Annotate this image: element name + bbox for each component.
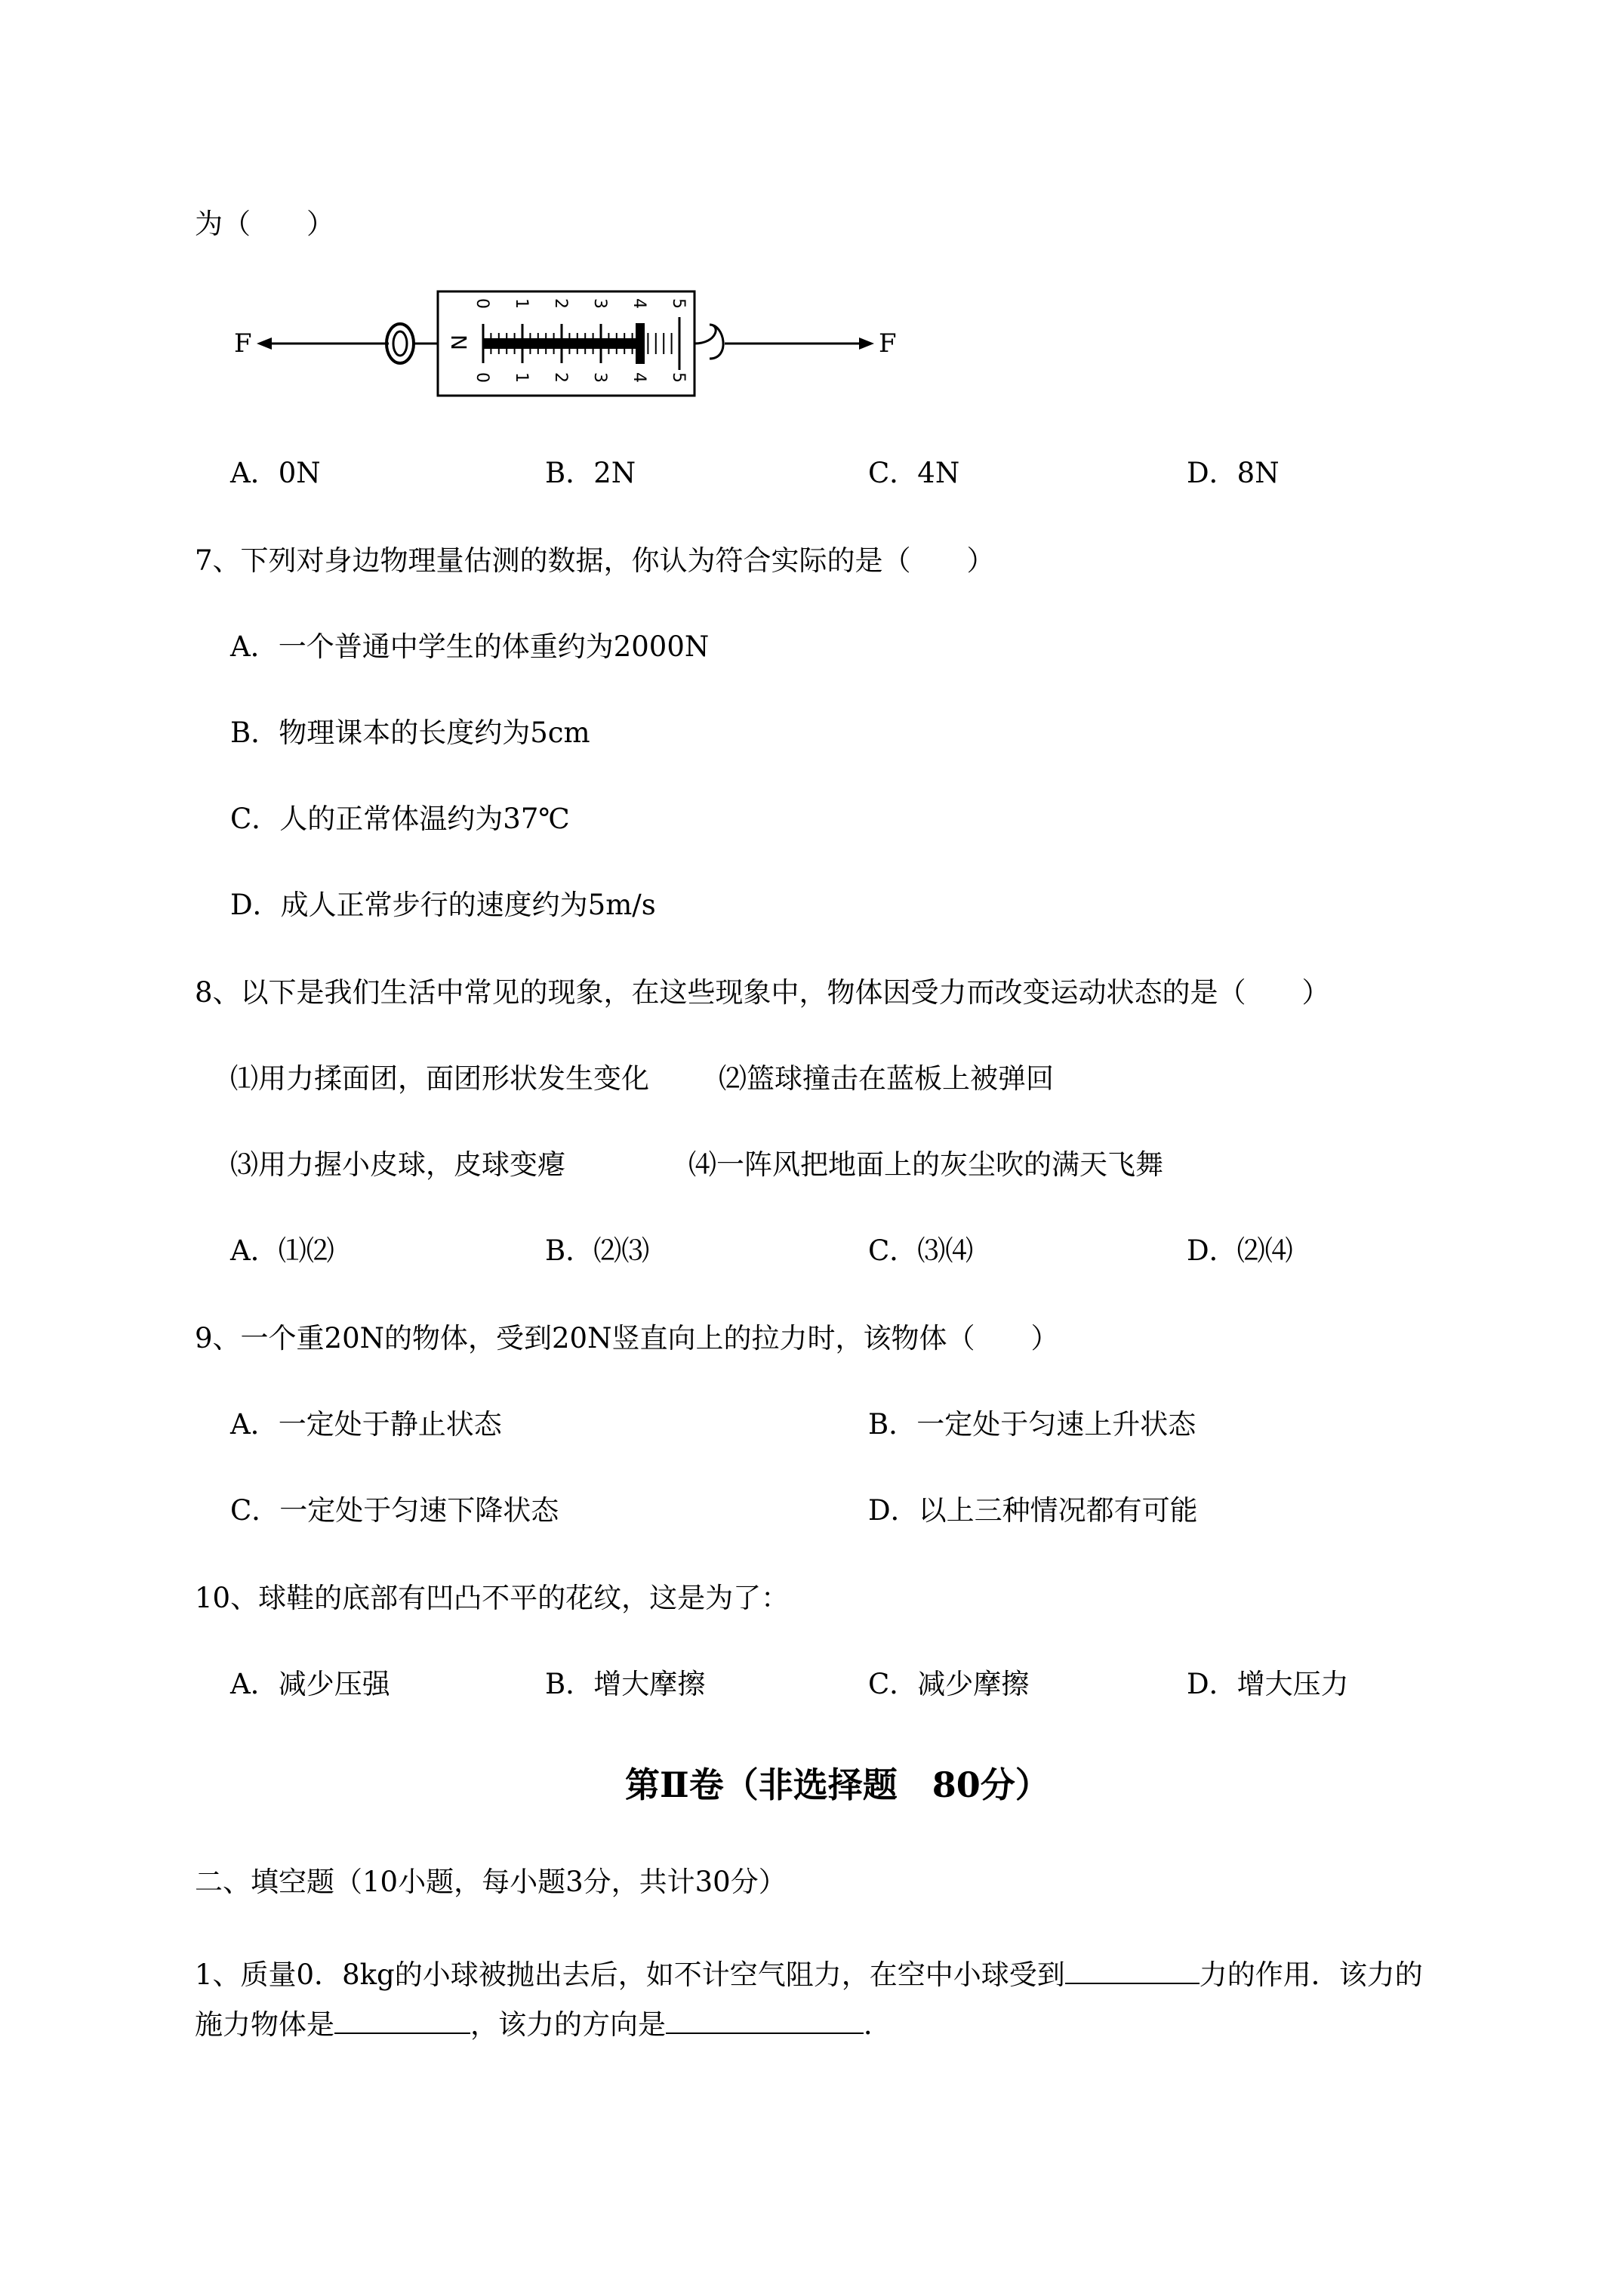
q7-stem: 7、下列对身边物理量估测的数据，你认为符合实际的是（ ） (195, 544, 995, 577)
left-arrowhead (257, 337, 272, 350)
q6-option-b: B．2N (545, 457, 636, 489)
q7-option-d: D．成人正常步行的速度约为5m/s (230, 889, 656, 921)
tick-label-top: 5 (669, 298, 688, 309)
scale-ring (387, 324, 414, 363)
section-heading: 二、填空题（10小题，每小题3分，共计30分） (195, 1866, 787, 1898)
q8-stem: 8、以下是我们生活中常见的现象，在这些现象中，物体因受力而改变运动状态的是（ ） (195, 976, 1330, 1009)
fill1-text-4: ，该力的方向是 (470, 2008, 666, 2041)
q6-option-c: C．4N (868, 457, 960, 489)
q7-option-c: C．人的正常体温约为37℃ (230, 803, 570, 835)
spring-scale-figure (226, 287, 906, 408)
q8-option-c: C．⑶⑷ (868, 1234, 974, 1267)
q6-option-a: A．0N (230, 457, 321, 489)
tick-label-bottom: 3 (590, 372, 609, 383)
tick-label-bottom: 2 (551, 372, 570, 383)
q8-option-d: D．⑵⑷ (1187, 1234, 1293, 1267)
q8-option-a: A．⑴⑵ (230, 1234, 334, 1267)
fill1-blank-2[interactable] (334, 2005, 470, 2034)
q9-option-c: C．一定处于匀速下降状态 (230, 1494, 559, 1527)
fill1-text-1: 1、质量0．8kg的小球被抛出去后，如不计空气阻力，在空中小球受到 (195, 1959, 1065, 1991)
tick-label-top: 1 (512, 298, 531, 309)
q8-item-3: ⑶用力握小皮球，皮球变瘪 (230, 1148, 565, 1181)
q9-option-d: D．以上三种情况都有可能 (868, 1494, 1198, 1527)
q10-option-d: D．增大压力 (1187, 1668, 1349, 1700)
unit-label: N (447, 334, 472, 350)
q7-option-b: B．物理课本的长度约为5cm (230, 717, 590, 749)
scale-hook (694, 325, 723, 359)
tick-label-top: 0 (473, 298, 491, 309)
q8-option-b: B．⑵⑶ (545, 1234, 650, 1267)
q10-option-c: C．减少摩擦 (868, 1668, 1030, 1700)
spring-bar (483, 338, 640, 349)
q6-option-d: D．8N (1187, 457, 1280, 489)
tick-label-top: 3 (590, 298, 609, 309)
q9-option-b: B．一定处于匀速上升状态 (868, 1408, 1196, 1441)
fill1-line1 (195, 1955, 1423, 1994)
tick-label-bottom: 4 (630, 372, 648, 383)
tick-label-bottom: 1 (512, 372, 531, 383)
force-label-left: F (234, 328, 252, 359)
q10-option-a: A．减少压强 (230, 1668, 390, 1700)
q8-item-2: ⑵篮球撞击在蓝板上被弹回 (719, 1062, 1054, 1095)
q9-stem: 9、一个重20N的物体，受到20N竖直向上的拉力时，该物体（ ） (195, 1322, 1059, 1354)
force-label-right: F (879, 328, 897, 359)
tick-label-bottom: 0 (473, 372, 491, 383)
right-arrowhead (859, 337, 874, 350)
q9-option-a: A．一定处于静止状态 (230, 1408, 502, 1441)
part2-title: 第Ⅱ卷（非选择题 80分） (625, 1764, 1050, 1805)
fill1-blank-3[interactable] (666, 2005, 864, 2034)
q10-option-b: B．增大摩擦 (545, 1668, 706, 1700)
q8-item-1: ⑴用力揉面团，面团形状发生变化 (230, 1062, 649, 1095)
pointer (636, 323, 645, 364)
scale-ring-inner (393, 331, 407, 356)
fill1-blank-1[interactable] (1065, 1955, 1200, 1984)
q10-stem: 10、球鞋的底部有凹凸不平的花纹，这是为了： (195, 1582, 790, 1614)
q6-stem-tail: 为（ ） (195, 208, 334, 240)
q8-item-4: ⑷一阵风把地面上的灰尘吹的满天飞舞 (688, 1148, 1163, 1181)
tick-label-bottom: 5 (669, 372, 688, 383)
fill1-text-2: 力的作用．该力的 (1199, 1959, 1423, 1991)
fill1-text-5: ． (864, 2008, 892, 2041)
fill1-text-3: 施力物体是 (195, 2008, 334, 2041)
tick-label-top: 2 (551, 298, 570, 309)
fill1-line2 (195, 2005, 892, 2044)
q7-option-a: A．一个普通中学生的体重约为2000N (230, 630, 710, 663)
tick-label-top: 4 (630, 298, 648, 309)
